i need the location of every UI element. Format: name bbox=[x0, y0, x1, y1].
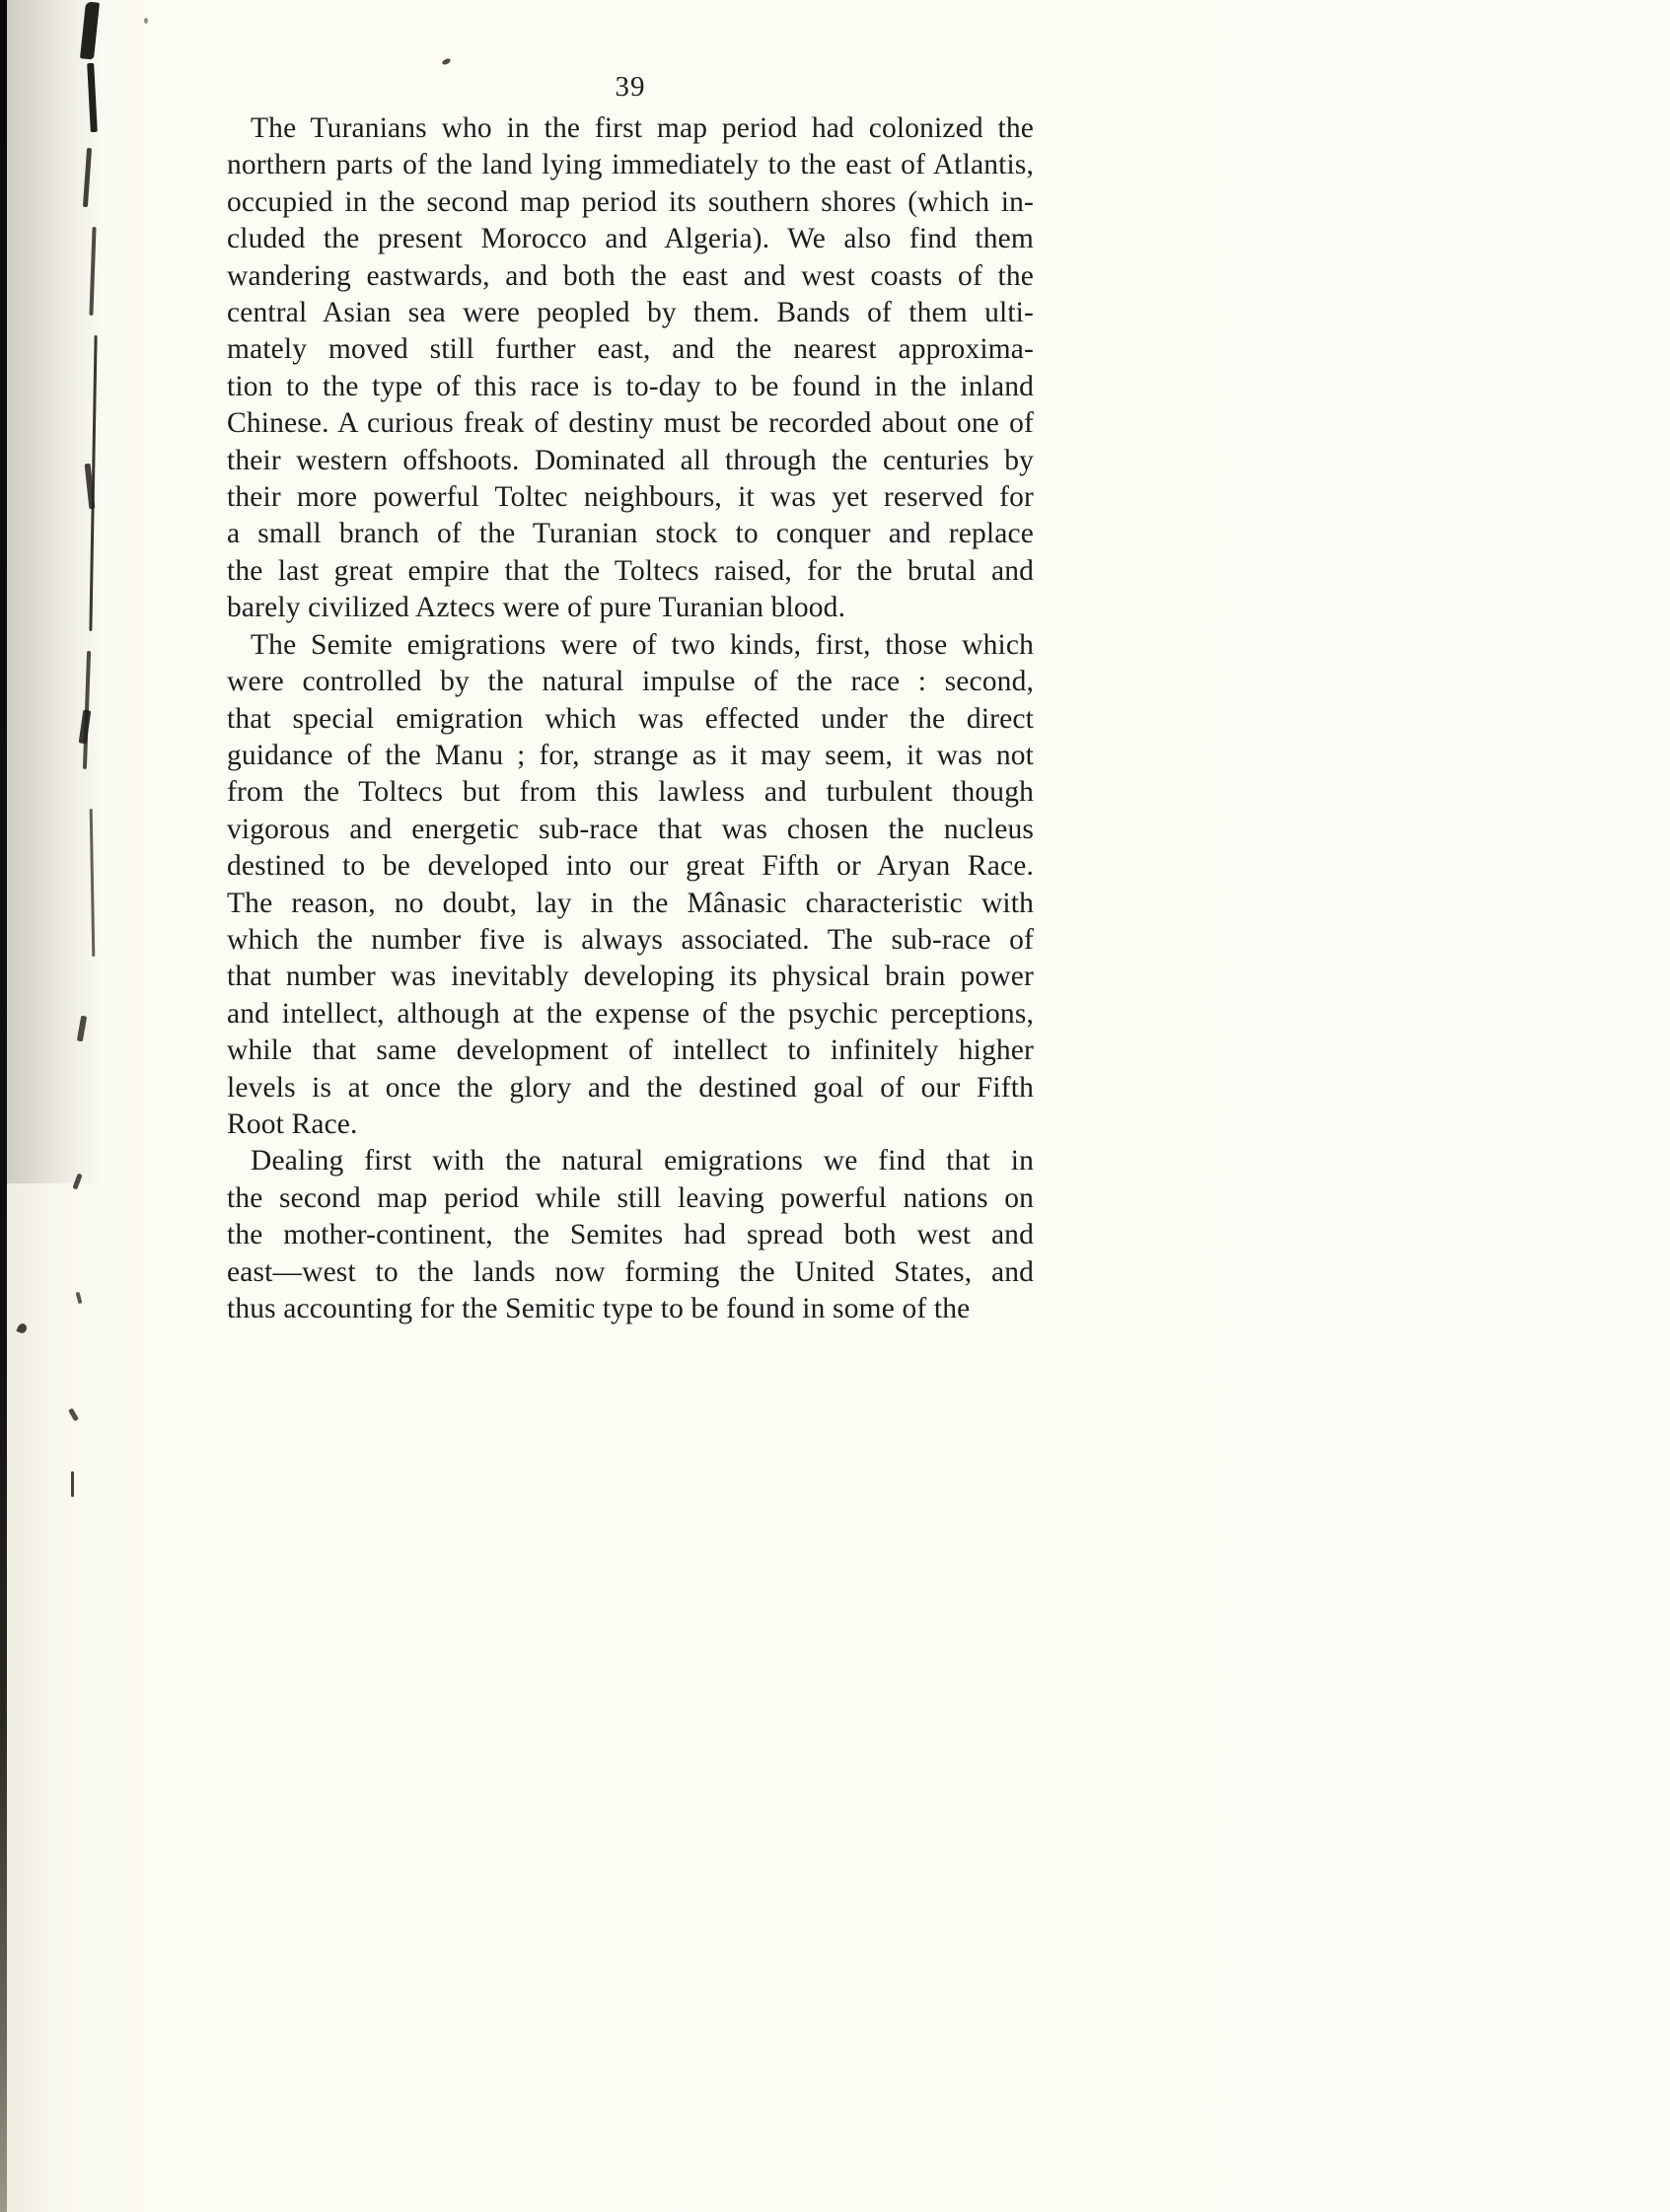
text-line: the last great empire that the Toltecs raised, for the brutal and bbox=[227, 554, 1034, 587]
text-line: occupied in the second map period its southern shores (which in- bbox=[227, 185, 1034, 218]
scan-artifact bbox=[79, 710, 92, 745]
text-line: wandering eastwards, and both the east and west coasts of the bbox=[227, 259, 1034, 292]
scan-artifact bbox=[89, 227, 96, 316]
text-line: cluded the present Morocco and Algeria). We also find them bbox=[227, 223, 1034, 255]
scan-artifact bbox=[71, 1471, 74, 1497]
text-line: that special emigration which was effected under the direct bbox=[227, 702, 1034, 735]
scan-artifact bbox=[68, 1408, 79, 1422]
text-line: thus accounting for the Semitic type to be found in some of the bbox=[227, 1293, 971, 1324]
scan-artifact bbox=[441, 57, 451, 65]
text-line: while that same development of intellect to infinitely higher bbox=[227, 1035, 1034, 1067]
text-line: The Semite emigrations were of two kinds, first, those which bbox=[251, 628, 1034, 661]
text-line: tion to the type of this race is to-day to be found in the inland bbox=[227, 370, 1034, 402]
text-line: The Turanians who in the first map period had colonized the bbox=[251, 112, 1034, 144]
text-line: which the number five is always associated. The sub-race of bbox=[227, 923, 1034, 956]
text-line: their more powerful Toltec neighbours, it was yet reserved for bbox=[227, 481, 1034, 514]
text-line: the second map period while still leaving powerful nations on bbox=[227, 1181, 1034, 1214]
text-line: Dealing first with the natural emigrations we find that in bbox=[251, 1145, 1034, 1177]
paragraph bbox=[227, 627, 1034, 1144]
text-line: guidance of the Manu ; for, strange as it may seem, it was not bbox=[227, 739, 1034, 771]
text-line: Root Race. bbox=[227, 1107, 358, 1140]
text-line: northern parts of the land lying immediately to the east of Atlantis, bbox=[227, 149, 1034, 181]
scan-artifact bbox=[83, 148, 92, 207]
binding-edge bbox=[0, 0, 7, 2212]
text-line: mately moved still further east, and the nearest approxima- bbox=[227, 333, 1034, 366]
text-line: Chinese. A curious freak of destiny must be recorded about one of bbox=[227, 407, 1034, 440]
binding-shadow bbox=[7, 0, 125, 1183]
scan-artifact bbox=[76, 1292, 83, 1305]
text-line: and intellect, although at the expense of the psychic perceptions, bbox=[227, 997, 1034, 1030]
scan-artifact bbox=[144, 18, 148, 24]
text-line: The reason, no doubt, lay in the Mânasic characteristic with bbox=[227, 887, 1034, 919]
scan-artifact bbox=[90, 809, 96, 957]
text-line: that number was inevitably developing its physical brain power bbox=[227, 961, 1034, 993]
scan-artifact bbox=[77, 1016, 87, 1042]
text-line: barely civilized Aztecs were of pure Turanian blood. bbox=[227, 592, 846, 624]
text-line: the mother-continent, the Semites had spread both west and bbox=[227, 1219, 1034, 1251]
text-line: from the Toltecs but from this lawless and turbulent though bbox=[227, 776, 1034, 809]
scan-artifact bbox=[87, 63, 98, 132]
text-line: destined to be developed into our great Fifth or Aryan Race. bbox=[227, 850, 1034, 883]
text-line: central Asian sea were peopled by them. Bands of them ulti- bbox=[227, 297, 1034, 329]
text-line: were controlled by the natural impulse of the race : second, bbox=[227, 666, 1034, 698]
text-line: a small branch of the Turanian stock to conquer and replace bbox=[227, 518, 1034, 550]
paragraph bbox=[227, 1143, 1034, 1327]
scan-artifact bbox=[72, 1174, 82, 1190]
scan-artifact bbox=[16, 1322, 28, 1335]
text-line: their western offshoots. Dominated all through the centuries by bbox=[227, 444, 1034, 476]
page-number: 39 bbox=[615, 71, 646, 103]
text-line: levels is at once the glory and the destined goal of our Fifth bbox=[227, 1071, 1034, 1104]
page-text bbox=[227, 110, 1034, 1327]
text-line: vigorous and energetic sub-race that was chosen the nucleus bbox=[227, 813, 1034, 845]
scan-artifact bbox=[80, 1, 100, 59]
text-line: east—west to the lands now forming the United States, and bbox=[227, 1255, 1034, 1288]
paragraph bbox=[227, 110, 1034, 627]
